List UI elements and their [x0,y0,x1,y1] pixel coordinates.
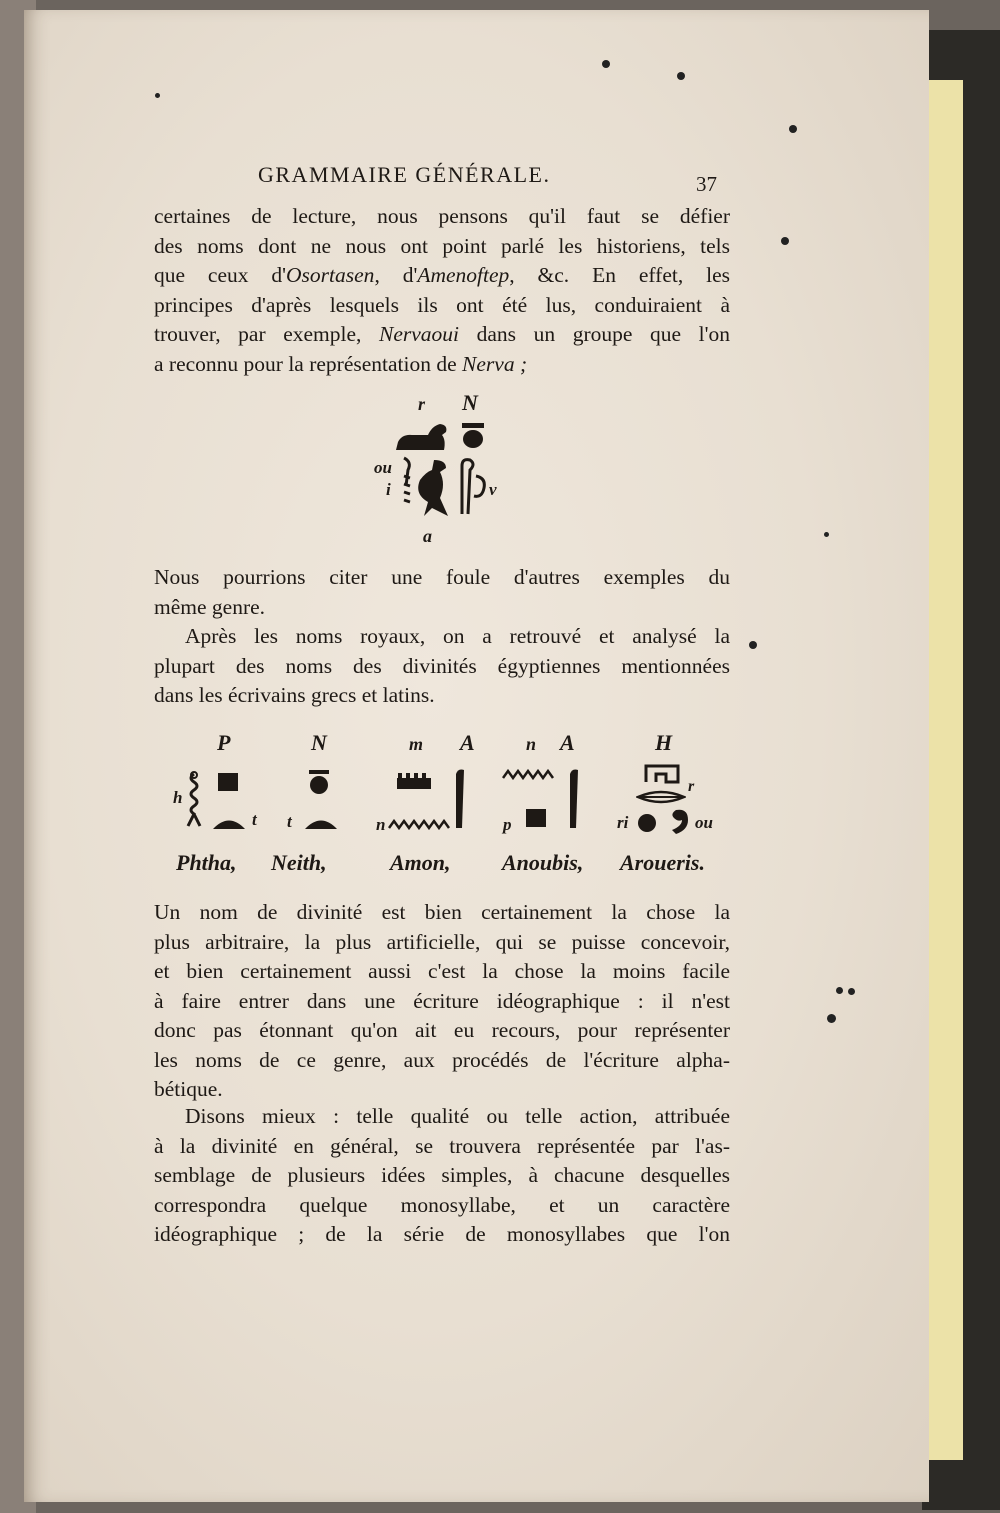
text-line: idéographique ; de la série de monosyllabes que l'on [154,1222,730,1246]
pot-glyph [458,420,488,450]
ink-spot [824,532,829,537]
text-line: Après les noms royaux, on a retrouvé et analysé la [185,624,730,648]
text-line: plus arbitraire, la plus artificielle, qui se puisse concevoir, [154,929,730,954]
eagle-glyph [406,458,452,518]
running-title: GRAMMAIRE GÉNÉRALE. [258,162,551,187]
label-n2: n [526,734,537,754]
text-line: et bien certainement aussi c'est la chose la moins facile [154,959,730,983]
text-line: Disons mieux : telle qualité ou telle action, attribuée [185,1104,730,1128]
text-line [154,261,730,291]
text-line [154,202,730,232]
text-line: donc pas étonnant qu'on ait eu recours, pour représenter [154,1018,730,1042]
horned-viper-glyph [456,456,490,516]
paragraph-5 [154,1102,730,1250]
text-line [154,291,730,321]
lion-glyph [394,418,452,452]
divinity-name-anoubis: Anoubis, [502,850,584,875]
paragraph-2 [154,563,730,622]
loaf-glyph [304,814,338,830]
ink-spot [827,1014,836,1023]
quail-chick-glyph [666,806,692,836]
reed-leaf-glyph [566,766,580,830]
ink-spot [848,988,855,995]
next-page-edge [926,80,963,1460]
divinity-name-amon: Amon, [390,850,451,875]
label-ri: ri [617,813,629,832]
label-r: r [418,394,426,414]
mouth-glyph [636,790,686,804]
text-line: à la divinité en général, se trouvera représentée par l'as- [154,1133,730,1158]
label-t1: t [252,810,257,829]
text-line: bétique. [154,1077,223,1101]
text-run: a reconnu pour la représentation de [154,351,463,376]
text-line: Nous pourrions citer une foule d'autres exemples du [154,565,730,589]
ink-spot [789,125,797,133]
divinity-name-neith: Neith, [271,850,327,875]
text-run: certaines de lecture, nous pensons qu'il faut se défier [154,204,730,228]
square-glyph [524,808,548,828]
text-line [154,350,730,380]
ink-spot [836,987,843,994]
square-glyph [216,772,240,792]
text-run: des noms dont ne nous ont point parlé les historiens, tels [154,233,730,258]
text-line: les noms de ce genre, aux procédés de l'écriture alpha- [154,1047,730,1072]
water-glyph [502,768,556,780]
paragraph-3 [154,622,730,711]
house-glyph [644,764,684,784]
page-number: 37 [696,172,717,196]
paragraph-1 [154,202,730,379]
text-run: principes d'après lesquels ils ont été lus, conduiraient à [154,292,730,317]
text-line: plupart des noms des divinités égyptiennes mentionnées [154,653,730,678]
label-n-side: n [376,815,386,834]
label-i: i [386,480,391,499]
loaf-glyph [212,814,246,830]
text-run: , &c. En effet, les [509,263,730,287]
name-osortasen: Osortasen [286,263,375,287]
text-line: semblage de plusieurs idées simples, à chacune desquelles [154,1163,730,1187]
label-p-side: p [503,815,512,834]
text-run: , d' [374,263,418,287]
text-line: même genre. [154,594,266,619]
label-a: a [423,526,432,546]
text-run: dans un groupe que l'on [459,322,730,346]
label-h-side: h [173,788,183,807]
label-ou-side: ou [695,813,713,832]
label-m: m [409,734,424,754]
ink-spot [677,72,685,80]
label-a: A [460,730,475,755]
label-h: H [655,730,673,755]
label-t2: t [287,812,292,831]
twisted-flax-glyph [186,770,202,830]
label-ou: ou [374,458,392,477]
text-line: à faire entrer dans une écriture idéographique : il n'est [154,988,730,1013]
ink-spot [602,60,610,68]
label-a2: A [560,730,575,755]
text-line: Un nom de divinité est bien certainement la chose la [154,900,730,924]
text-line [154,320,730,350]
ink-spot [781,237,789,245]
text-run: que ceux d' [154,263,287,287]
text-line [154,232,730,262]
water-glyph [388,818,450,830]
text-line: correspondra quelque monosyllabe, et un caractère [154,1192,730,1217]
label-n: N [311,730,327,755]
label-r-side: r [688,778,695,795]
game-board-glyph [396,772,432,790]
ink-spot [155,93,160,98]
label-n: N [462,390,478,415]
text-line: dans les écrivains grecs et latins. [154,683,435,707]
reed-leaf-glyph [452,766,466,830]
divinity-name-aroueris: Aroueris. [620,850,705,875]
name-nervaoui: Nervaoui [379,322,460,346]
label-p: P [217,730,231,755]
pot-glyph [306,768,332,796]
circle-glyph [636,812,658,834]
name-nerva: Nerva ; [462,351,528,376]
divinity-name-phtha: Phtha, [176,850,237,875]
paragraph-4 [154,898,730,1105]
ink-spot [749,641,757,649]
name-amenoftep: Amenoftep [417,263,510,287]
label-v: v [489,480,497,499]
text-run: trouver, par exemple, [154,322,380,346]
